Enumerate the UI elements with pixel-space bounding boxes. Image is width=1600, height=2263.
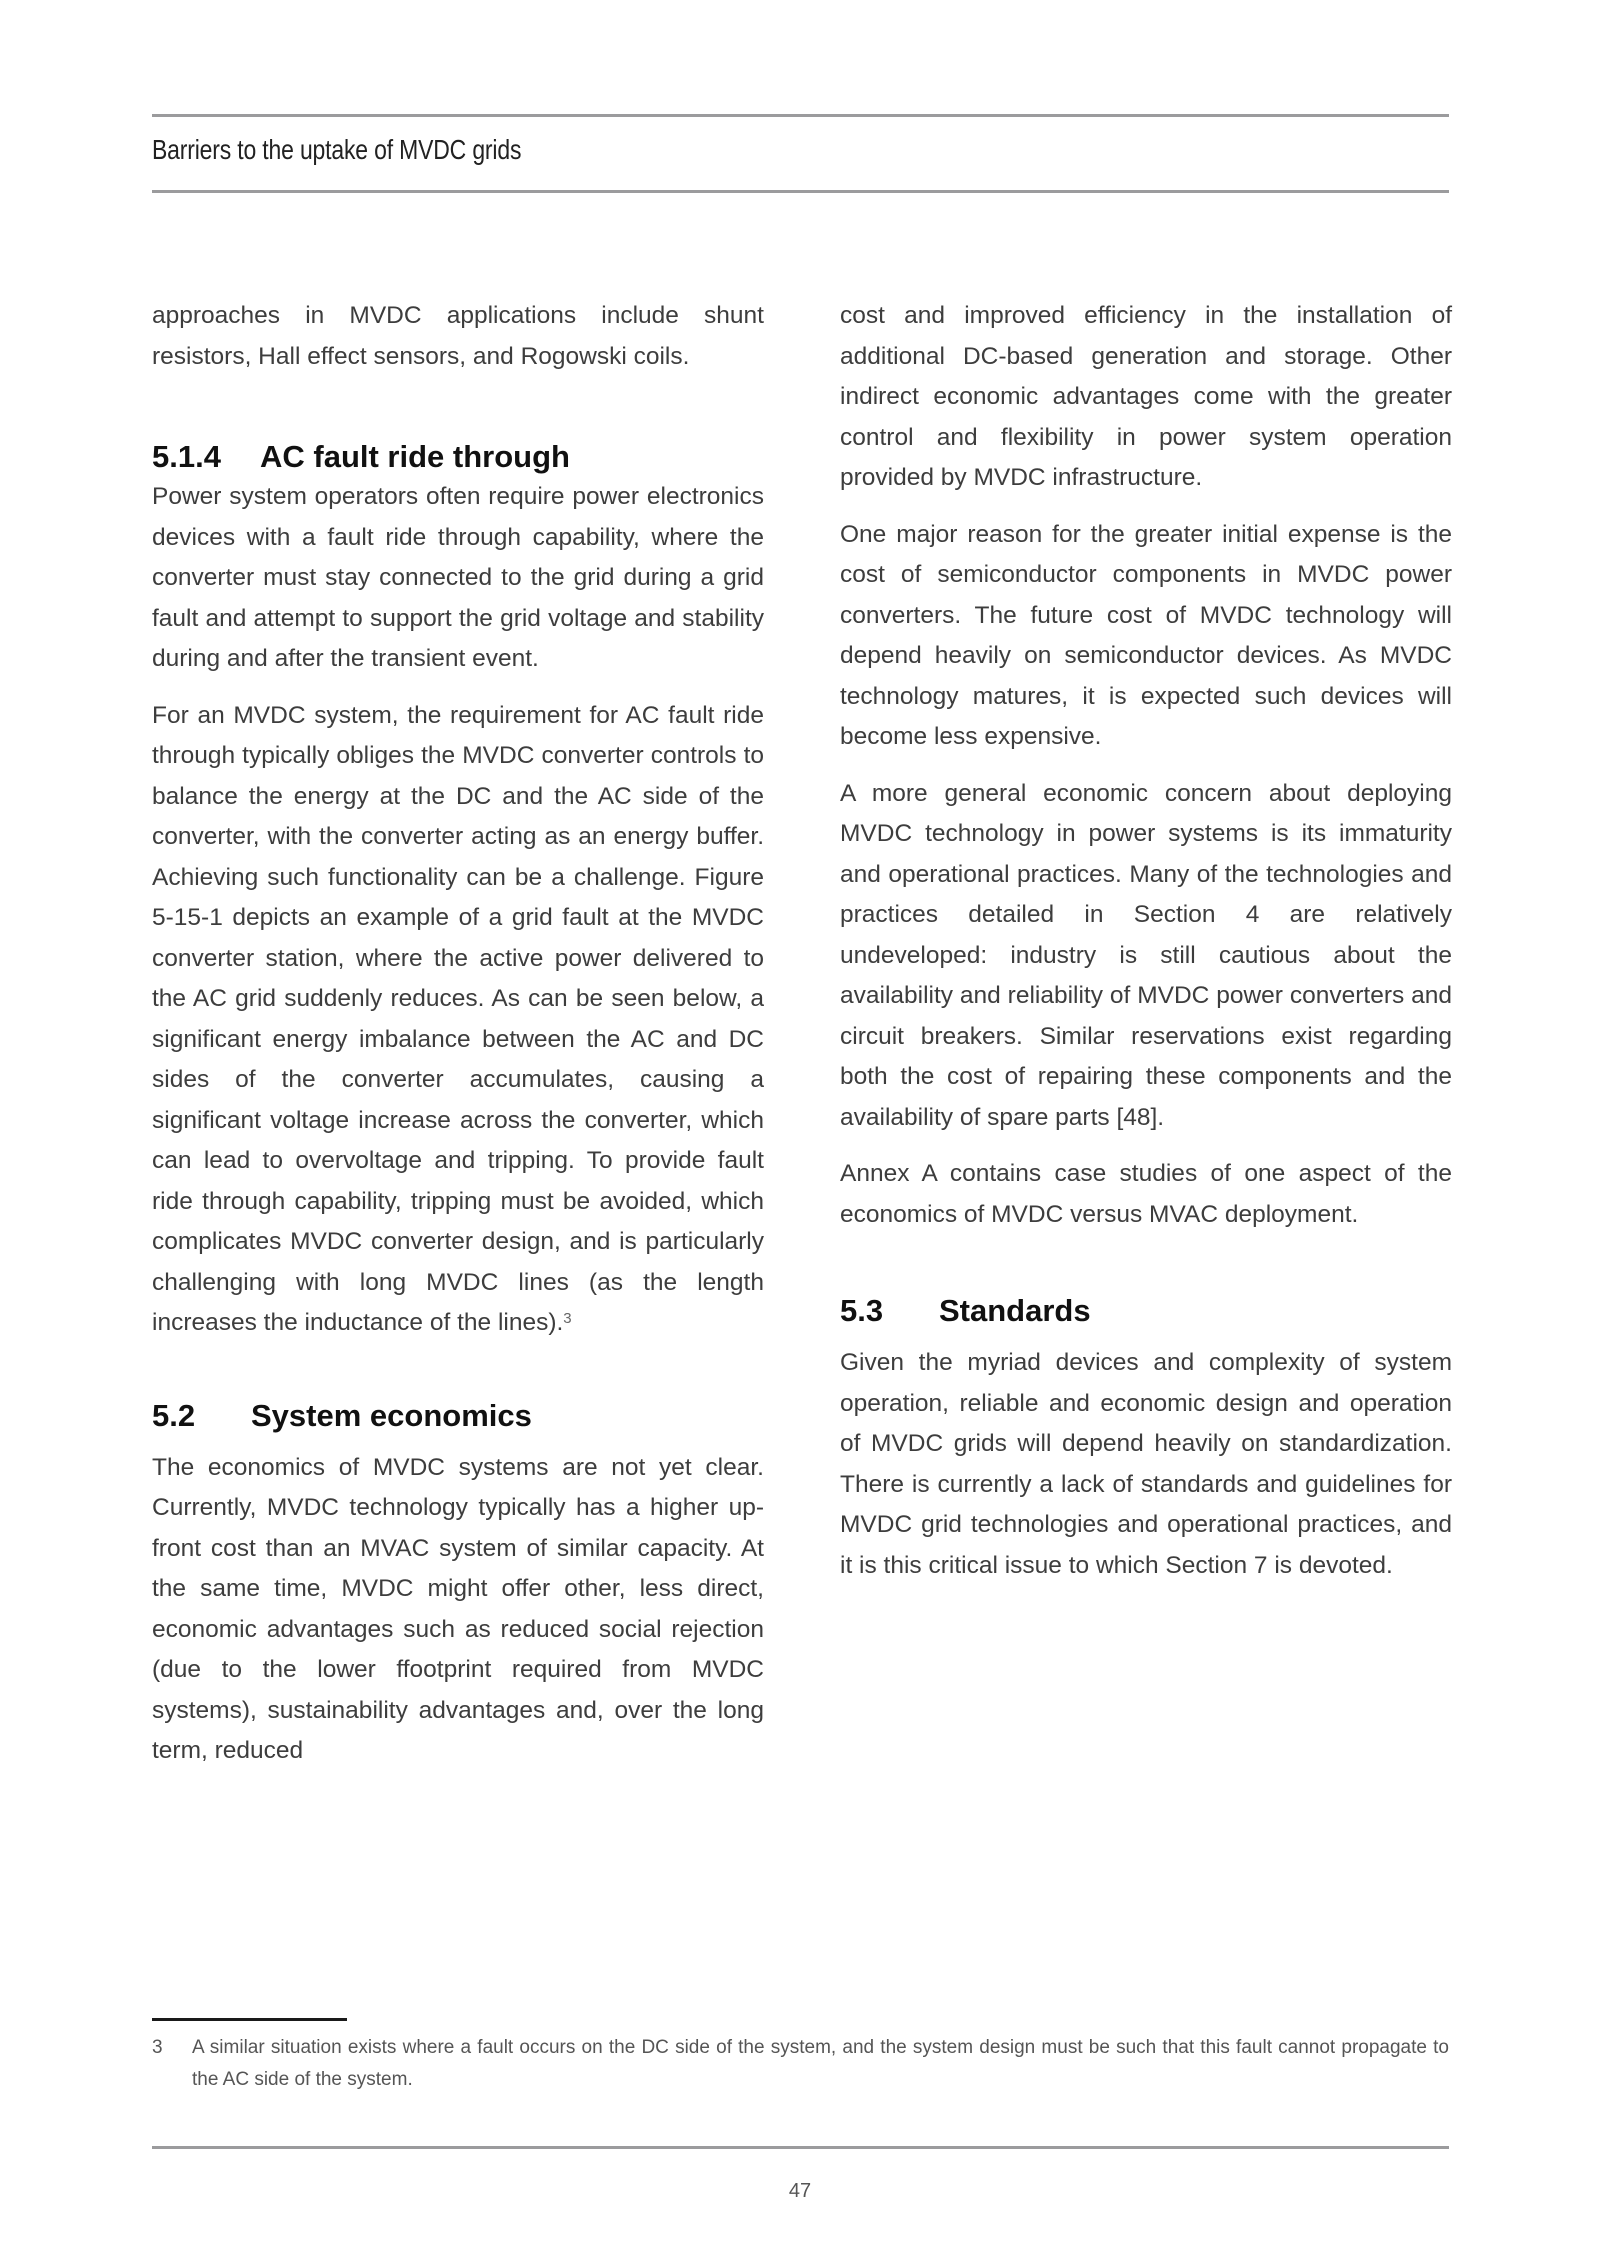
header-rule-top xyxy=(152,114,1449,117)
section-title: AC fault ride through xyxy=(260,439,570,474)
section-number: 5.1.4 xyxy=(152,439,221,474)
body-paragraph: Annex A contains case studies of one aspect of the economics of MVDC versus MVAC deployment. xyxy=(840,1160,1452,1228)
body-paragraph: Power system operators often require power electronics devices with a fault ride through capability, where the converter must stay connected to the grid during a grid fault and attempt to support the grid voltage and stability during and after the transient event. xyxy=(152,483,764,672)
section-number: 5.2 xyxy=(152,1397,196,1433)
footnote-separator xyxy=(152,2018,347,2021)
body-paragraph: One major reason for the greater initial expense is the cost of semiconductor components in MVDC power converters. The future cost of MVDC technology will depend heavily on semiconductor devices. As MVDC technology matures, it is expected such devices will become less expensive. xyxy=(840,520,1452,750)
footnote xyxy=(152,2032,1449,2096)
body-paragraph: A more general economic concern about deploying MVDC technology in power systems is its immaturity and operational practices. Many of the technologies and practices detailed in Section 4 are relatively undeveloped: industry is still cautious about the availability and reliability of MVDC power converters and circuit breakers. Similar reservations exist regarding both the cost of repairing these components and the availability of spare parts [48]. xyxy=(840,779,1452,1131)
body-paragraph: Given the myriad devices and complexity of system operation, reliable and economic design and operation of MVDC grids will depend heavily on standardization. There is currently a lack of standards and guidelines for MVDC grid technologies and operational practices, and it is this critical issue to which Section 7 is devoted. xyxy=(840,1349,1452,1579)
section-title: Standards xyxy=(939,1293,1091,1328)
footnote-text: A similar situation exists where a fault occurs on the DC side of the system, and the system design must be such that this fault cannot propagate to the AC side of the system. xyxy=(192,2037,1449,2090)
footnote-number: 3 xyxy=(152,2037,163,2058)
section-heading-5-3 xyxy=(840,1291,1452,1331)
header-rule-bottom xyxy=(152,190,1449,193)
section-number: 5.3 xyxy=(840,1293,884,1328)
section-heading-5-2 xyxy=(152,1396,764,1436)
body-paragraph: cost and improved efficiency in the installation of additional DC-based generation and storage. Other indirect economic advantages come with the greater control and flexibility in power system operation provided by MVDC infrastructure. xyxy=(840,302,1452,491)
intro-paragraph: approaches in MVDC applications include shunt resistors, Hall effect sensors, and Rogowski coils. xyxy=(152,302,764,370)
section-heading-5-1-4 xyxy=(152,437,764,477)
footer-rule xyxy=(152,2146,1449,2149)
paragraph-text: For an MVDC system, the requirement for AC fault ride through typically obliges the MVDC converter controls to balance the energy at the DC and the AC side of the converter, with the converter acting as an energy buffer. Achieving such functionality can be a challenge. Figure 5-15-1 depicts an example of a grid fault at the MVDC converter station, where the active power delivered to the AC grid suddenly reduces. As can be seen below, a significant energy imbalance between the AC and DC sides of the converter accumulates, causing a significant voltage increase across the converter, which can lead to overvoltage and tripping. To provide fault ride through capability, tripping must be avoided, which complicates MVDC converter design, and is particularly challenging with long MVDC lines (as the length increases the inductance of the lines). xyxy=(152,701,764,1336)
section-title: System economics xyxy=(251,1397,532,1433)
body-paragraph: The economics of MVDC systems are not yet clear. Currently, MVDC technology typically has a higher up-front cost than an MVAC system of similar capacity. At the same time, MVDC might offer other, less direct, economic advantages such as reduced social rejection (due to the lower ffootprint required from MVDC systems), sustainability advantages and, over the long term, reduced xyxy=(152,1453,764,1764)
body-paragraph xyxy=(152,696,764,1344)
right-column xyxy=(840,296,1452,1602)
left-column xyxy=(152,296,764,1788)
page-number: 47 xyxy=(788,2180,812,2202)
footnote-reference-link[interactable]: 3 xyxy=(563,1310,572,1327)
running-header-title: Barriers to the uptake of MVDC grids xyxy=(152,134,522,165)
